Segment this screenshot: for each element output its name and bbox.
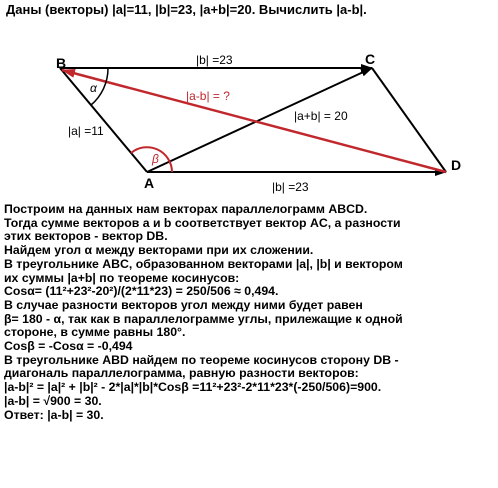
solution-text — [4, 203, 494, 422]
solution-line: |a-b| = √900 = 30. — [4, 393, 102, 408]
solution-line: этих векторов - вектор DB. — [4, 229, 168, 244]
point-a-label: A — [144, 175, 155, 191]
solution-line: диагональ параллелограмма, равную разности векторов: — [4, 366, 359, 381]
alpha-label: α — [90, 81, 97, 95]
beta-label: β — [152, 152, 159, 166]
solution-line: Cosα= (11²+23²-20²)/(2*11*23) = 250/506 ≈ 0,494. — [4, 284, 279, 299]
solution-line: Ответ: |a-b| = 30. — [4, 407, 104, 422]
point-c-label: C — [365, 51, 376, 67]
diagonal-db-difference — [62, 70, 446, 172]
point-d-label: D — [451, 157, 462, 173]
label-left-a: |a| =11 — [68, 124, 104, 138]
solution-line: В треугольнике ABC, образованном векторами |a|, |b| и вектором — [4, 256, 403, 271]
label-diag-sum: |a+b| = 20 — [294, 109, 348, 123]
side-ab-vector-a — [60, 68, 147, 172]
solution-line: Найдем угол α между векторами при их сложении. — [4, 243, 314, 258]
solution-line: их суммы |a+b| по теореме косинусов: — [4, 270, 240, 285]
label-diag-diff: |a-b| = ? — [186, 89, 230, 103]
solution-line: В треугольнике ABD найдем по теореме косинусов сторону DB - — [4, 352, 399, 367]
solution-line: Cosβ = -Cosα = -0,494 — [4, 339, 133, 354]
solution-line: стороне, в сумме равны 180°. — [4, 325, 186, 340]
label-top-b: |b| =23 — [196, 53, 233, 67]
problem-title: Даны (векторы) |a|=11, |b|=23, |a+b|=20. Вычислить |a-b|. — [6, 2, 367, 17]
solution-line: β= 180 - α, так как в параллелограмме углы, прилежащие к одной — [4, 311, 403, 326]
solution-line: Построим на данных нам векторах параллелограмм ABCD. — [4, 202, 368, 216]
solution-line: |a-b|² = |a|² + |b|² - 2*|a|*|b|*Cosβ =11²+23²-2*11*23*(-250/506)=900. — [4, 380, 382, 395]
label-bottom-b: |b| =23 — [272, 180, 309, 194]
solution-line: В случае разности векторов угол между ними будет равен — [4, 297, 363, 312]
parallelogram-figure — [0, 0, 498, 210]
solution-line: Тогда сумме векторов а и b соответствует вектор AC, а разности — [4, 215, 401, 230]
point-b-label: B — [56, 55, 67, 71]
